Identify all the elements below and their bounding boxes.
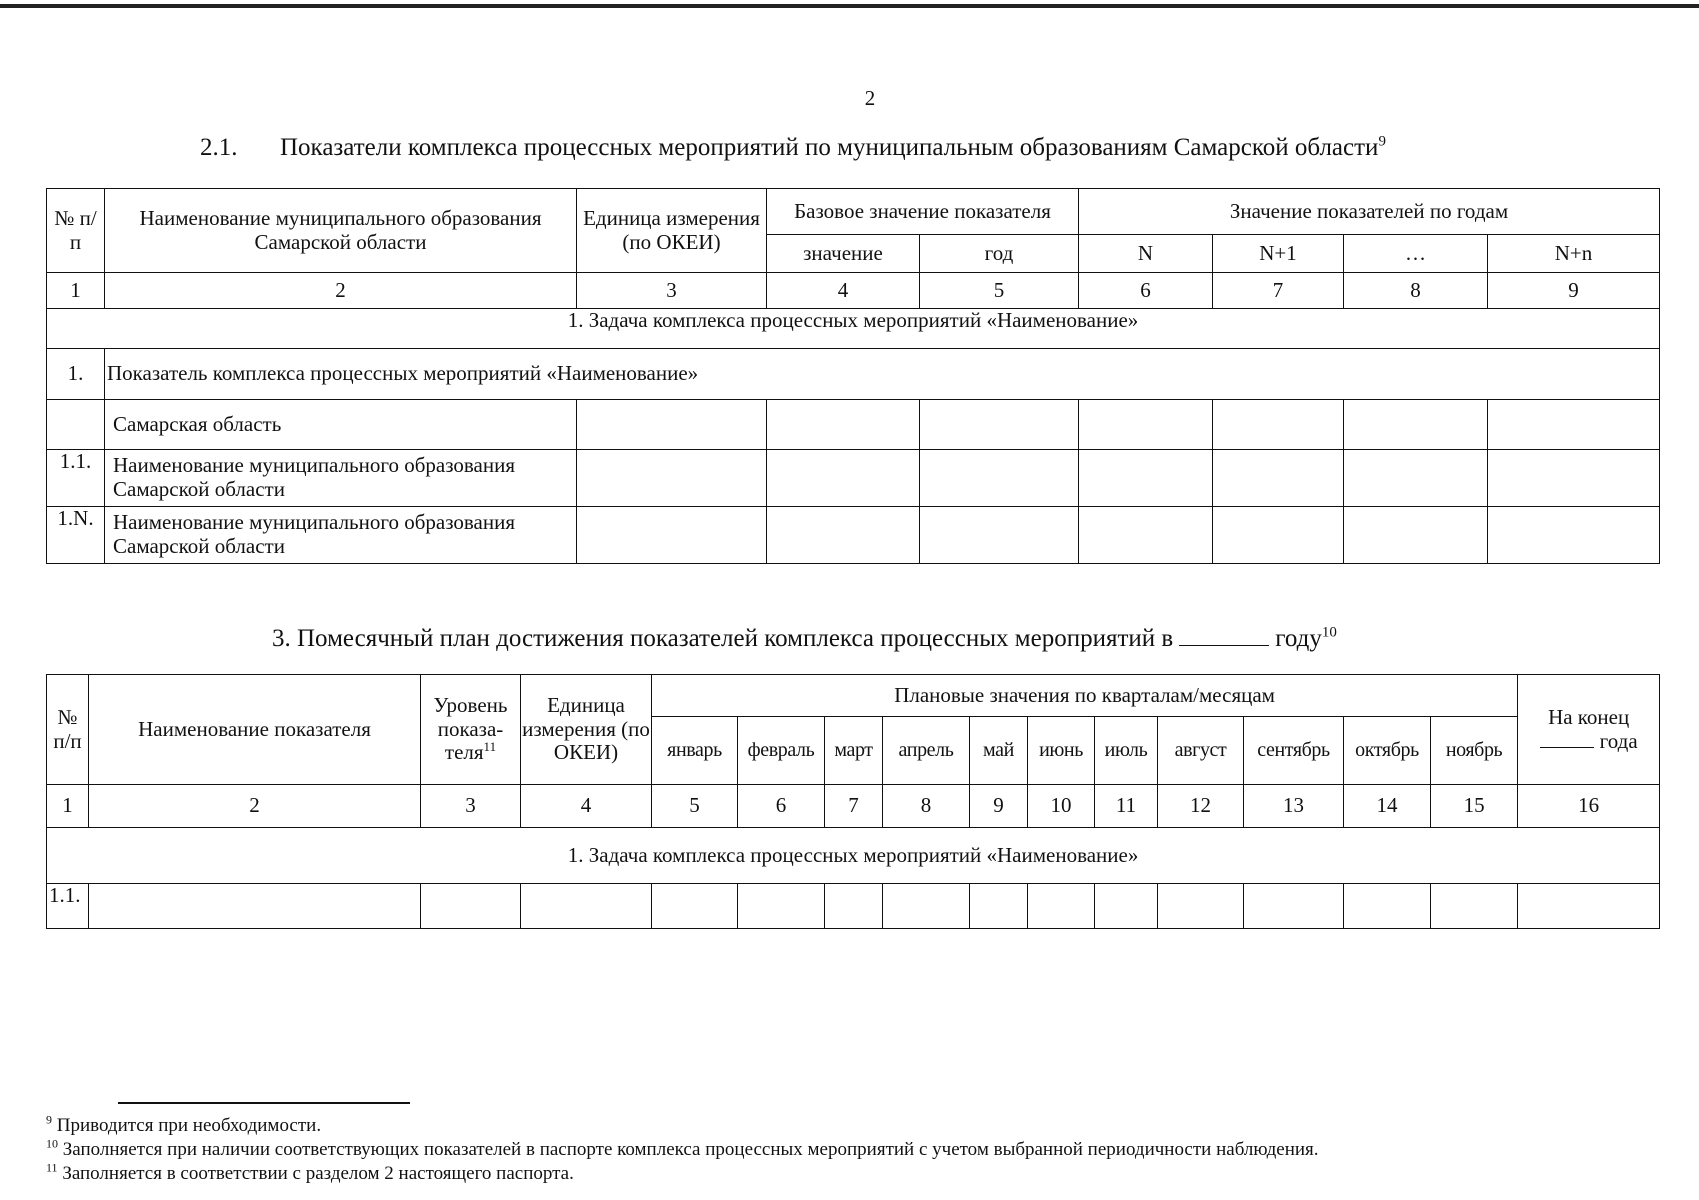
header-num: № п/п [47, 675, 89, 785]
footnote-mark: 10 [46, 1136, 58, 1151]
cell-empty [1079, 450, 1213, 507]
header-indicator-name: Наименование показателя [89, 675, 421, 785]
header-month-july: июль [1095, 717, 1158, 785]
footnote-text: Заполняется в соответствии с разделом 2 настоящего паспорта. [62, 1162, 574, 1184]
col-number: 11 [1095, 785, 1158, 828]
indicator-row-num: 1. [47, 349, 105, 400]
col-number: 6 [1079, 273, 1213, 309]
cell-empty [1488, 400, 1660, 450]
header-base-value: Базовое значение показателя [767, 189, 1079, 235]
header-end-of-prefix: На конец [1548, 704, 1630, 729]
col-number: 3 [577, 273, 767, 309]
cell-empty [920, 400, 1079, 450]
table1-title-text: Показатели комплекса процессных мероприятий по муниципальным образованиям Самарской области [280, 134, 1379, 161]
cell-empty [1213, 450, 1344, 507]
table2-title-text: 3. Помесячный план достижения показателей комплекса процессных мероприятий в [272, 625, 1174, 652]
task-row: 1. Задача комплекса процессных мероприятий «Наименование» [47, 309, 1660, 349]
cell-empty [1244, 884, 1344, 929]
cell-empty [652, 884, 738, 929]
header-unit: Единица измерения (по ОКЕИ) [577, 189, 767, 273]
col-number: 2 [89, 785, 421, 828]
table1-title-number: 2.1. [200, 134, 238, 161]
footnote-ref-9: 9 [1378, 133, 1386, 150]
col-number: 5 [920, 273, 1079, 309]
cell-empty [1213, 400, 1344, 450]
cell-empty [577, 507, 767, 564]
col-number: 8 [883, 785, 970, 828]
col-number: 7 [1213, 273, 1344, 309]
top-border-rule [0, 4, 1699, 8]
header-month-may: май [970, 717, 1028, 785]
header-month-march: март [825, 717, 883, 785]
cell-empty [767, 450, 920, 507]
table1-title [200, 134, 1386, 162]
cell-empty [1344, 400, 1488, 450]
header-month-april: апрель [883, 717, 970, 785]
col-number: 6 [738, 785, 825, 828]
col-number: 2 [105, 273, 577, 309]
row-municipality-name: Самарская область [105, 400, 577, 450]
header-unit: Единица измерения (по ОКЕИ) [521, 675, 652, 785]
cell-empty [1488, 450, 1660, 507]
indicator-row-text: Показатель комплекса процессных мероприятий «Наименование» [105, 349, 1660, 400]
cell-empty [421, 884, 521, 929]
row-municipality-name: Наименование муниципального образования Самарской области [105, 450, 577, 507]
cell-empty [970, 884, 1028, 929]
header-end-of-suffix: года [1599, 728, 1638, 753]
row-num: 1.1. [47, 450, 105, 507]
row-num: 1.1. [47, 884, 89, 929]
cell-empty [89, 884, 421, 929]
col-number: 5 [652, 785, 738, 828]
header-base-value-year: год [920, 235, 1079, 273]
cell-empty [577, 400, 767, 450]
row-num [47, 400, 105, 450]
footnote-11 [46, 1162, 1319, 1186]
col-number: 10 [1028, 785, 1095, 828]
header-year-ellipsis: … [1344, 235, 1488, 273]
cell-empty [1079, 507, 1213, 564]
header-num: № п/п [47, 189, 105, 273]
col-number: 7 [825, 785, 883, 828]
cell-empty [1488, 507, 1660, 564]
footnote-ref-10: 10 [1321, 624, 1337, 641]
cell-empty [1079, 400, 1213, 450]
header-month-june: июнь [1028, 717, 1095, 785]
header-indicator-level [421, 675, 521, 785]
cell-empty [920, 450, 1079, 507]
cell-empty [1518, 884, 1660, 929]
header-municipality-name: Наименование муниципального образования Самарской области [105, 189, 577, 273]
task-row: 1. Задача комплекса процессных мероприятий «Наименование» [47, 828, 1660, 884]
col-number: 9 [1488, 273, 1660, 309]
footnote-text: Заполняется при наличии соответствующих показателей в паспорте комплекса процессных мероприятий с учетом выбранной периодичности наблюдения. [62, 1138, 1319, 1160]
header-values-by-year: Значение показателей по годам [1079, 189, 1660, 235]
footnote-mark: 9 [46, 1112, 52, 1127]
col-number: 8 [1344, 273, 1488, 309]
header-year-n: N [1079, 235, 1213, 273]
table2-title [272, 625, 1337, 653]
footnotes [46, 1114, 1319, 1185]
col-number: 4 [521, 785, 652, 828]
footnote-10 [46, 1138, 1319, 1162]
end-year-blank-line [1540, 733, 1594, 748]
header-year-n-plus-n: N+n [1488, 235, 1660, 273]
cell-empty [767, 400, 920, 450]
cell-empty [1213, 507, 1344, 564]
footnote-mark: 11 [46, 1160, 58, 1175]
cell-empty [1344, 884, 1431, 929]
col-number: 12 [1158, 785, 1244, 828]
header-month-february: февраль [738, 717, 825, 785]
year-blank-line [1179, 625, 1269, 646]
header-month-september: сентябрь [1244, 717, 1344, 785]
cell-empty [1344, 450, 1488, 507]
header-end-of-year [1518, 675, 1660, 785]
cell-empty [1158, 884, 1244, 929]
cell-empty [1344, 507, 1488, 564]
footnote-ref-11: 11 [483, 739, 497, 755]
col-number: 4 [767, 273, 920, 309]
col-number: 16 [1518, 785, 1660, 828]
cell-empty [1095, 884, 1158, 929]
col-number: 9 [970, 785, 1028, 828]
cell-empty [738, 884, 825, 929]
header-month-january: январь [652, 717, 738, 785]
header-month-august: август [1158, 717, 1244, 785]
monthly-plan-table [46, 674, 1660, 929]
col-number: 1 [47, 785, 89, 828]
col-number: 15 [1431, 785, 1518, 828]
footnote-separator [118, 1102, 410, 1104]
header-level-text: Уровень показа-теля [433, 693, 508, 765]
col-number: 13 [1244, 785, 1344, 828]
header-year-n-plus-1: N+1 [1213, 235, 1344, 273]
row-municipality-name: Наименование муниципального образования Самарской области [105, 507, 577, 564]
footnote-9 [46, 1114, 1319, 1138]
page-number: 2 [864, 86, 876, 110]
table-row [47, 507, 1660, 564]
table-row [47, 884, 1660, 929]
header-planned-values: Плановые значения по кварталам/месяцам [652, 675, 1518, 717]
cell-empty [521, 884, 652, 929]
cell-empty [920, 507, 1079, 564]
municipal-indicators-table [46, 188, 1660, 564]
table-row [47, 450, 1660, 507]
header-month-october: октябрь [1344, 717, 1431, 785]
cell-empty [767, 507, 920, 564]
table-row [47, 400, 1660, 450]
cell-empty [1028, 884, 1095, 929]
col-number: 1 [47, 273, 105, 309]
header-base-value-value: значение [767, 235, 920, 273]
cell-empty [577, 450, 767, 507]
cell-empty [883, 884, 970, 929]
cell-empty [825, 884, 883, 929]
row-num: 1.N. [47, 507, 105, 564]
header-month-november: ноябрь [1431, 717, 1518, 785]
footnote-text: Приводится при необходимости. [56, 1115, 322, 1136]
cell-empty [1431, 884, 1518, 929]
table2-title-suffix: году [1275, 625, 1322, 652]
col-number: 14 [1344, 785, 1431, 828]
col-number: 3 [421, 785, 521, 828]
